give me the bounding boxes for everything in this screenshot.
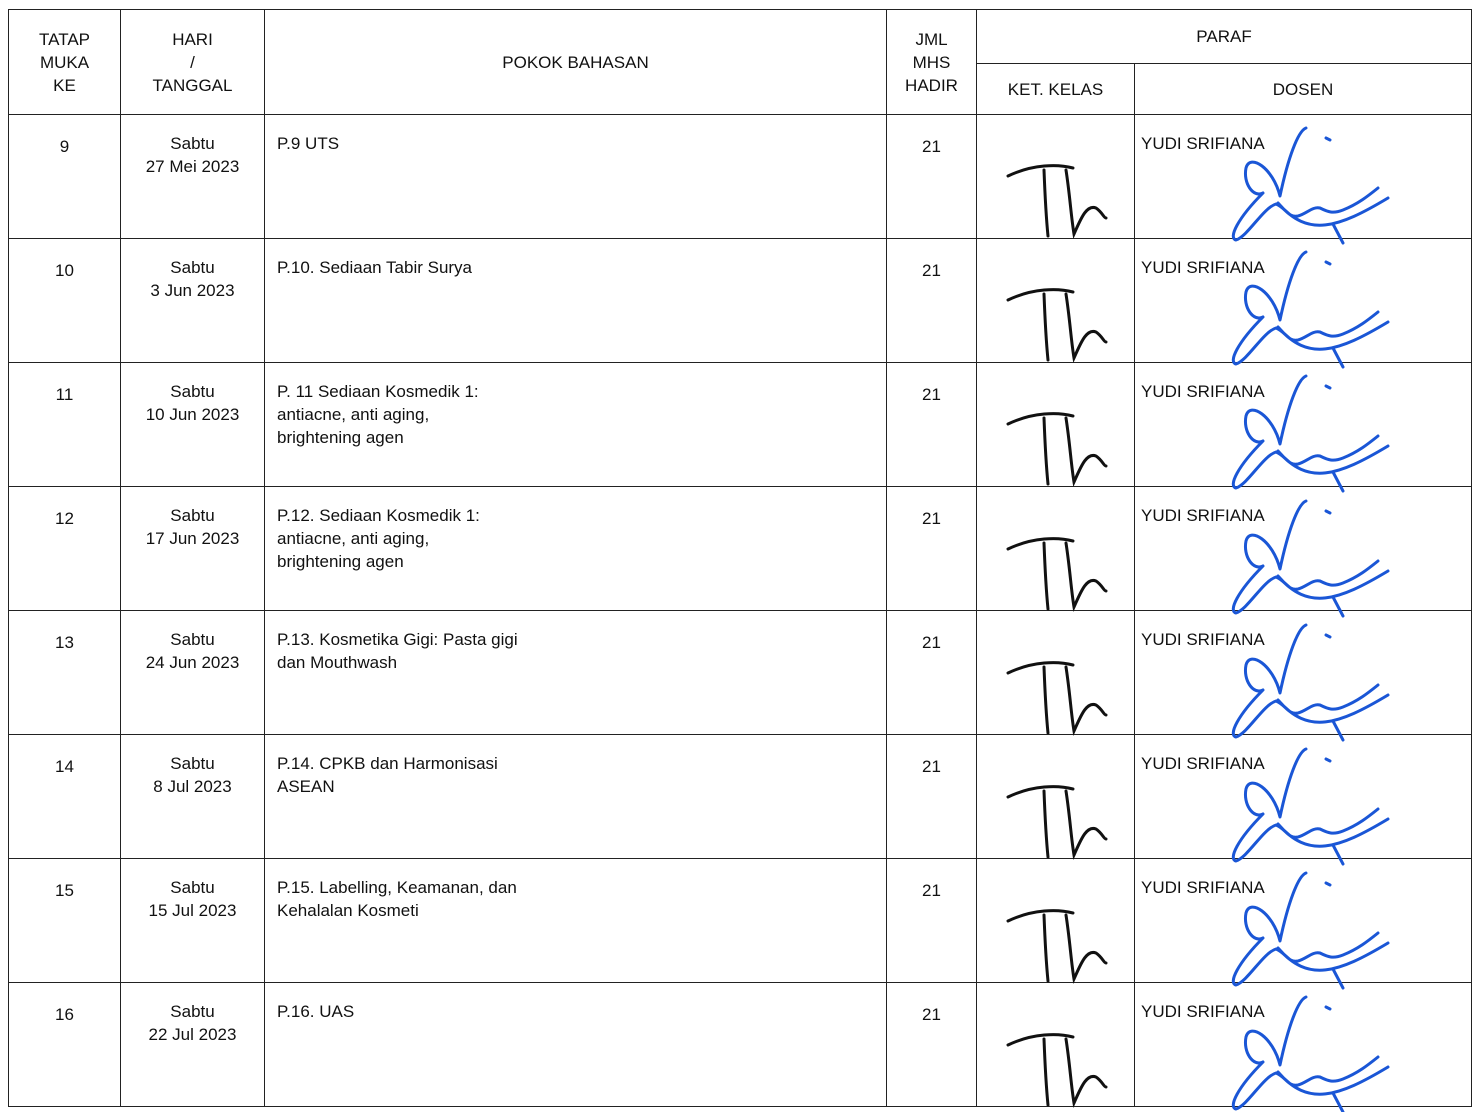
topic-cell [265,859,887,983]
meeting-number: 16 [9,983,121,1107]
class-signature-cell [977,239,1135,363]
lecturer-name: YUDI SRIFIANA [1141,258,1265,277]
meeting-number: 15 [9,859,121,983]
topic-line: dan Mouthwash [277,653,398,672]
topic-cell [265,115,887,239]
date-value: 10 Jun 2023 [145,405,240,424]
meeting-date [121,859,265,983]
topic-line: P.13. Kosmetika Gigi: Pasta gigi [277,630,518,649]
date-value: 24 Jun 2023 [145,653,240,672]
attendance-count: 21 [887,611,977,735]
table-row [9,487,1472,611]
meeting-date [121,487,265,611]
table-row [9,983,1472,1107]
lecturer-name: YUDI SRIFIANA [1141,630,1265,649]
topic-line: brightening agen [277,428,404,447]
class-signature-cell [977,859,1135,983]
topic-line: Kehalalan Kosmeti [277,901,419,920]
meeting-number: 10 [9,239,121,363]
date-value: 8 Jul 2023 [153,777,232,796]
table-body [9,115,1472,1107]
meeting-number: 14 [9,735,121,859]
topic-line: ASEAN [277,777,335,796]
meeting-number: 9 [9,115,121,239]
lecturer-cell [1135,983,1472,1107]
topic-line: antiacne, anti aging, [277,529,430,548]
attendance-count: 21 [887,983,977,1107]
date-value: 22 Jul 2023 [148,1025,237,1044]
table-header [9,10,1472,115]
class-signature-cell [977,983,1135,1107]
lecturer-cell [1135,363,1472,487]
meeting-date [121,363,265,487]
table-row [9,363,1472,487]
meeting-date [121,983,265,1107]
topic-line: P.9 UTS [277,134,340,153]
header-hari-tanggal: HARI / TANGGAL [121,10,265,115]
lecturer-cell [1135,487,1472,611]
topic-cell [265,983,887,1107]
date-value: 15 Jul 2023 [148,901,237,920]
meeting-date [121,239,265,363]
header-pokok-bahasan: POKOK BAHASAN [265,10,887,115]
meeting-date [121,115,265,239]
topic-line: P.12. Sediaan Kosmedik 1: [277,506,480,525]
topic-line: brightening agen [277,552,404,571]
topic-cell [265,487,887,611]
lecturer-name: YUDI SRIFIANA [1141,134,1265,153]
topic-line: P. 11 Sediaan Kosmedik 1: [277,382,479,401]
lecturer-cell [1135,239,1472,363]
attendance-count: 21 [887,115,977,239]
lecturer-name: YUDI SRIFIANA [1141,506,1265,525]
lecturer-cell [1135,735,1472,859]
day-name: Sabtu [170,754,215,773]
topic-line: P.10. Sediaan Tabir Surya [277,258,473,277]
date-value: 27 Mei 2023 [145,157,240,176]
day-name: Sabtu [170,382,215,401]
attendance-count: 21 [887,735,977,859]
topic-line: P.16. UAS [277,1002,355,1021]
topic-line: antiacne, anti aging, [277,405,430,424]
class-signature-cell [977,735,1135,859]
topic-cell [265,735,887,859]
header-jml-mhs-hadir: JML MHS HADIR [887,10,977,115]
lecturer-cell [1135,859,1472,983]
meeting-number: 13 [9,611,121,735]
day-name: Sabtu [170,134,215,153]
class-signature-cell [977,363,1135,487]
topic-line: P.14. CPKB dan Harmonisasi [277,754,498,773]
lecturer-cell [1135,611,1472,735]
table-row [9,611,1472,735]
header-dosen: DOSEN [1135,64,1472,115]
table-row [9,239,1472,363]
attendance-count: 21 [887,859,977,983]
attendance-table [8,9,1472,1107]
class-signature-cell [977,115,1135,239]
day-name: Sabtu [170,1002,215,1021]
day-name: Sabtu [170,630,215,649]
meeting-date [121,735,265,859]
meeting-number: 12 [9,487,121,611]
topic-line: P.15. Labelling, Keamanan, dan [277,878,517,897]
day-name: Sabtu [170,506,215,525]
lecturer-name: YUDI SRIFIANA [1141,382,1265,401]
topic-cell [265,611,887,735]
header-tatap-muka: TATAP MUKA KE [9,10,121,115]
attendance-count: 21 [887,487,977,611]
lecturer-name: YUDI SRIFIANA [1141,1002,1265,1021]
topic-cell [265,363,887,487]
date-value: 17 Jun 2023 [145,529,240,548]
class-signature-cell [977,611,1135,735]
meeting-date [121,611,265,735]
table-row [9,859,1472,983]
date-value: 3 Jun 2023 [150,281,235,300]
header-ket-kelas: KET. KELAS [977,64,1135,115]
attendance-count: 21 [887,363,977,487]
lecturer-name: YUDI SRIFIANA [1141,754,1265,773]
lecturer-cell [1135,115,1472,239]
table-row [9,115,1472,239]
header-paraf: PARAF [977,10,1472,64]
attendance-count: 21 [887,239,977,363]
meeting-number: 11 [9,363,121,487]
lecturer-name: YUDI SRIFIANA [1141,878,1265,897]
day-name: Sabtu [170,878,215,897]
class-signature-cell [977,487,1135,611]
topic-cell [265,239,887,363]
table-row [9,735,1472,859]
day-name: Sabtu [170,258,215,277]
